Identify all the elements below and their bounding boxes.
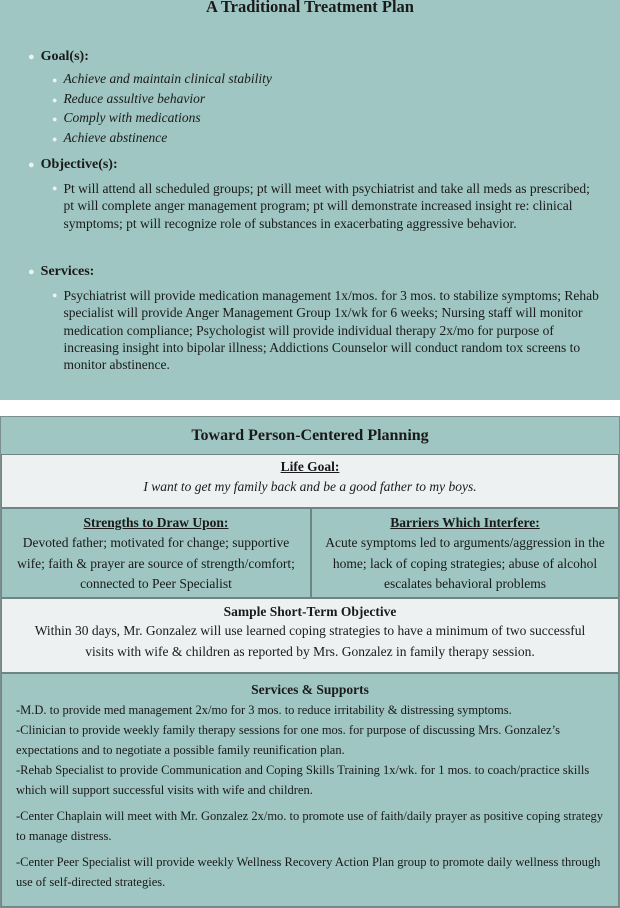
goal-item: ● Reduce assultive behavior	[52, 90, 206, 106]
objectives-heading: Objective(s):	[40, 157, 118, 172]
bullet-icon: ●	[52, 183, 58, 193]
short-term-objective-heading: Sample Short-Term Objective	[223, 604, 397, 619]
services-text: Psychiatrist will provide medication management 1x/mos. for 3 mos. to stabilize symptoms; Rehab specialist will provide Anger Management Group 1x/wk for 6 weeks; Nursing staff will monitor medication compliance; Psychologist will provide individual therapy 2x/mo for purpose of increasing insight into bipolar illness; Addictions Counselor will conduct random tox screens to monitor abstinence.	[63, 288, 599, 373]
barriers-heading: Barriers Which Interfere:	[390, 515, 540, 530]
traditional-plan-panel	[0, 0, 620, 400]
goals-list	[52, 70, 272, 148]
person-centered-panel	[0, 416, 620, 908]
strengths-text: Devoted father; motivated for change; supportive wife; faith & prayer are source of strength/comfort; connected to Peer Specialist	[17, 535, 295, 591]
service-item: -Rehab Specialist to provide Communication and Coping Skills Training 1x/wk. for 1 mos. to coach/practice skills which will support successful visits with wife and children.	[16, 763, 590, 797]
bullet-icon: ●	[52, 290, 58, 300]
bullet-icon: ●	[52, 133, 58, 144]
services-heading: Services:	[40, 264, 95, 279]
objective-text: Pt will attend all scheduled groups; pt will meet with psychiatrist and take all meds as prescribed; pt will complete anger management program; pt will demonstrate increased insight re: clinical symptoms; pt will recognize role of substances in exacerbating aggressive behavior.	[63, 181, 590, 231]
bullet-icon: ●	[52, 94, 58, 105]
short-term-objective-box	[1, 598, 619, 673]
strengths-heading: Strengths to Draw Upon:	[83, 515, 229, 530]
goals-heading-row	[28, 47, 89, 65]
bullet-icon: ●	[28, 159, 35, 171]
bullet-icon: ●	[28, 266, 35, 278]
strengths-box	[1, 508, 311, 598]
service-item: -Center Peer Specialist will provide weekly Wellness Recovery Action Plan group to promote daily wellness through use of self-directed strategies.	[16, 855, 601, 889]
person-centered-title: Toward Person-Centered Planning	[191, 427, 429, 444]
life-goal-heading: Life Goal:	[280, 459, 340, 474]
goal-item: ● Achieve and maintain clinical stability	[52, 71, 272, 86]
service-item: -M.D. to provide med management 2x/mo for 3 mos. to reduce irritability & distressing symptoms.	[16, 703, 512, 717]
barriers-box	[311, 508, 619, 598]
bullet-icon: ●	[52, 75, 58, 85]
goal-item: ● Achieve abstinence	[52, 129, 168, 145]
service-item: -Center Chaplain will meet with Mr. Gonzalez 2x/mo. to promote use of faith/daily prayer as positive coping strategy to manage distress.	[16, 809, 604, 843]
services-item	[52, 287, 602, 373]
services-supports-heading: Services & Supports	[251, 682, 369, 697]
services-heading-row	[28, 262, 94, 280]
goal-item: ● Comply with medications	[52, 110, 201, 125]
life-goal-text: I want to get my family back and be a good father to my boys.	[143, 479, 477, 494]
traditional-plan-title: A Traditional Treatment Plan	[206, 0, 414, 16]
service-item: -Clinician to provide weekly family therapy sessions for one mos. for purpose of discussing Mrs. Gonzalez’s expectations and to negotiate a possible family reunification plan.	[16, 723, 560, 757]
short-term-objective-text: Within 30 days, Mr. Gonzalez will use learned coping strategies to have a minimum of two successful visits with wife & children as reported by Mrs. Gonzalez in family therapy session.	[34, 623, 586, 659]
services-supports-box	[1, 673, 619, 907]
life-goal-box	[1, 454, 619, 508]
objectives-heading-row	[28, 155, 118, 173]
bullet-icon: ●	[52, 114, 58, 124]
objective-item	[52, 180, 602, 232]
bullet-icon: ●	[28, 51, 35, 63]
goals-heading: Goal(s):	[40, 49, 89, 64]
barriers-text: Acute symptoms led to arguments/aggression in the home; lack of coping strategies; abuse of alcohol escalates behavioral problems	[325, 535, 605, 591]
